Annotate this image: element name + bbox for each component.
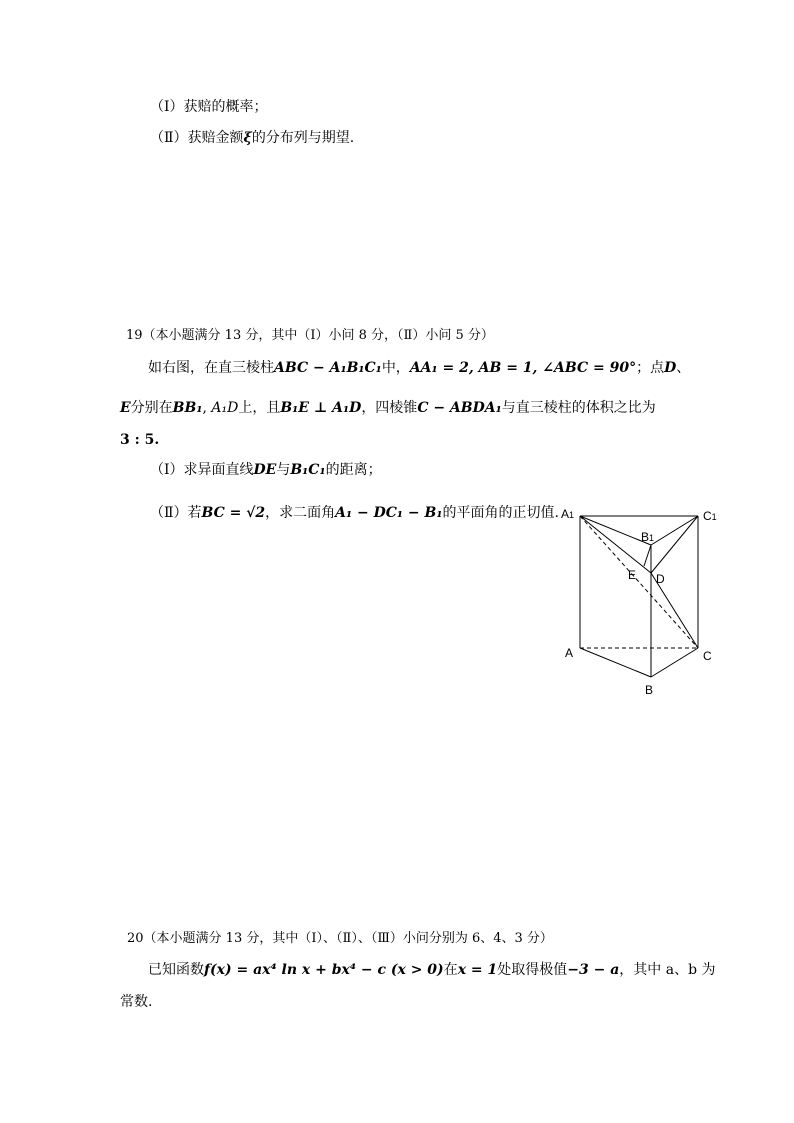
q19-ratio-period: . <box>154 432 160 448</box>
q18-part1-text: （Ⅰ）获赔的概率； <box>150 99 268 115</box>
q19-point-e: E <box>120 400 131 416</box>
q19-part1 <box>150 460 382 480</box>
q19-intro-text-d: 、 <box>676 360 691 376</box>
q19-part2 <box>150 503 559 523</box>
q19-perpendicular-formula: B₁E ⊥ A₁D <box>280 400 362 416</box>
segment-c1-d <box>651 516 698 573</box>
q19-line2-text-b: , <box>202 400 212 416</box>
q20-intro-text-a: 已知函数 <box>148 962 204 978</box>
q19-line2-text-d: ，四棱锥 <box>361 400 418 416</box>
q19-part1-text-c: 的距离； <box>325 462 382 478</box>
q19-conditions-formula: AA₁ = 2, AB = 1, ∠ABC = 90° <box>409 360 637 376</box>
q19-part1-text-b: 与 <box>276 462 291 478</box>
q19-part2-text-c: 的平面角的正切值. <box>442 505 559 521</box>
edge-b1-c1 <box>651 516 698 545</box>
label-a-letter: A <box>565 646 574 660</box>
label-c1 <box>703 506 717 527</box>
q19-prism-formula: ABC − A₁B₁C₁ <box>274 360 382 376</box>
q19-line2-text-e: 与直三棱柱的体积之比为 <box>501 400 656 416</box>
q19-pyramid-formula: C − ABDA₁ <box>417 400 502 416</box>
segment-b1-e <box>644 545 651 566</box>
label-b <box>645 680 653 700</box>
q19-line-b1c1: B₁C₁ <box>290 462 326 478</box>
label-c1-sub: 1 <box>711 512 717 522</box>
q20-intro-line1 <box>148 960 716 980</box>
q20-intro-text-c: 处取得极值 <box>497 962 568 978</box>
q20-extreme-value: −3 − a <box>567 962 620 978</box>
q19-intro-text-b: 中， <box>381 360 410 376</box>
q19-ratio: 3 : 5 <box>120 432 155 448</box>
label-a1 <box>561 504 574 525</box>
label-d-letter: D <box>656 572 665 586</box>
q20-function-formula: f(x) = ax⁴ ln x + bx⁴ − c (x > 0) <box>204 962 444 978</box>
q19-part2-text-b: ，求二面角 <box>265 505 336 521</box>
q20-intro-text-d: ，其中 a、b 为 <box>619 962 716 978</box>
label-d <box>656 569 665 589</box>
q18-part2-text-a: （Ⅱ）获赔金额 <box>150 130 244 146</box>
q19-line-de: DE <box>253 462 277 478</box>
q19-dihedral-formula: A₁ − DC₁ − B₁ <box>335 505 443 521</box>
q18-part2-text-b: 的分布列与期望. <box>251 130 355 146</box>
q19-point-d: D <box>664 360 677 376</box>
q20-header <box>127 929 553 949</box>
q19-line2-text-c: 上，且 <box>238 400 281 416</box>
q19-header <box>126 326 494 346</box>
q18-part2 <box>150 128 354 148</box>
q20-header-text: 20（本小题满分 13 分，其中（Ⅰ）、（Ⅱ）、（Ⅲ）小问分别为 6、4、3 分） <box>127 931 553 946</box>
label-b1 <box>641 527 654 548</box>
q18-part1 <box>150 97 268 117</box>
label-e-letter: E <box>628 568 637 582</box>
label-c1-letter: C <box>703 509 712 523</box>
diagonal-a1-c-hidden <box>580 516 698 648</box>
q19-intro-line1 <box>148 358 690 378</box>
q19-header-text: 19（本小题满分 13 分，其中（Ⅰ）小问 8 分，（Ⅱ）小问 5 分） <box>126 328 494 343</box>
label-a1-sub: 1 <box>569 510 575 520</box>
edge-a-b <box>580 648 651 677</box>
q19-intro-text-c: ；点 <box>636 360 665 376</box>
label-b-letter: B <box>645 683 654 697</box>
label-a <box>565 643 573 663</box>
q20-intro-text-b: 在 <box>443 962 458 978</box>
q19-intro-line2 <box>120 398 656 418</box>
q19-intro-text-a: 如右图，在直三棱柱 <box>148 360 274 376</box>
label-a1-letter: A <box>561 507 570 521</box>
q20-line2-text: 常数. <box>120 994 153 1010</box>
q20-x-value: x = 1 <box>457 962 498 978</box>
label-c <box>703 646 712 666</box>
edge-b-c <box>651 648 698 677</box>
label-b1-letter: B <box>641 530 650 544</box>
q19-segment-bb1: BB₁ <box>172 400 203 416</box>
q19-part1-text-a: （Ⅰ）求异面直线 <box>150 462 254 478</box>
q19-ratio-line <box>120 430 159 450</box>
label-b1-sub: 1 <box>649 533 655 543</box>
q19-part2-text-a: （Ⅱ）若 <box>150 505 202 521</box>
q19-line2-text-a: 分别在 <box>130 400 173 416</box>
q19-bc-formula: BC = √2 <box>201 505 266 521</box>
label-e <box>628 565 636 585</box>
q18-part2-variable: ξ <box>243 130 252 146</box>
q20-intro-line2 <box>120 992 152 1012</box>
q19-segment-a1d: A₁D <box>211 400 239 416</box>
label-c-letter: C <box>703 649 712 663</box>
